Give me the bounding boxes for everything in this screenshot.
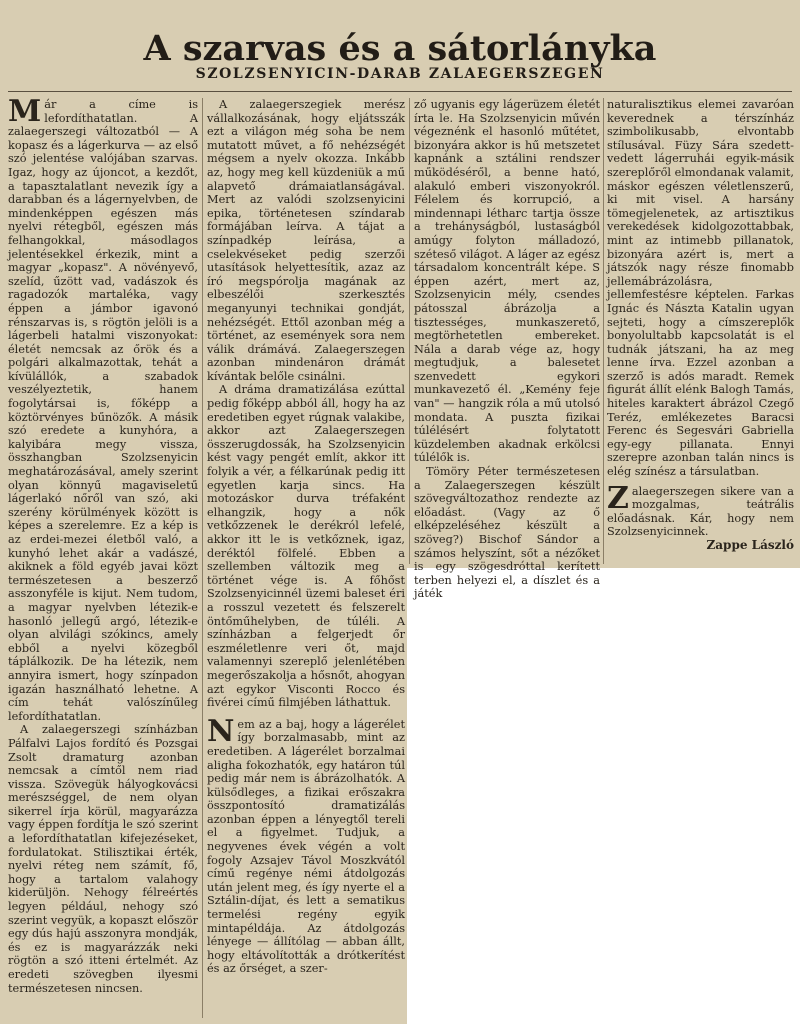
column-divider (202, 98, 203, 1018)
drop-cap: M (8, 94, 42, 129)
drop-cap: Z (607, 480, 629, 516)
paragraph: A zalaegerszegiek merész vállalkozásának, hogy eljátsszák ezt a világon még soha be nem mutatott művet, a fő nehézségét mégsem a nyelv okozza. Inkább az, hogy meg kell küzdeniük a mű alapvető drámaiatlanságával. Mert az valódi szolzsenyicini epika, történetesen színdarab formájában leírva. A tájat a színpadkép leírása, a cselekvéseket pedig szerzői utasítások helyettesítik, azaz az író megspórolja magának az elbeszélői szerkesztés meganyunyi technikai gondját, nehézségét. Ettől azonban még a történet, az események sora nem válik drámává. Zalaegerszegen azonban mindenáron drámát kívántak belőle csinálni. (207, 98, 405, 383)
column-divider (603, 98, 604, 564)
paragraph: Tömöry Péter természetesen a Zalaegerszegen készült szövegváltozathoz rendezte az előadást. (Vagy az ő elképzeléséhez készült a szöveg?) Bischof Sándor a számos helyszínt, sőt a nézőket is egy szögesdróttal kerített terben helyezi el, a díszlet és a játék (414, 465, 600, 601)
headline: A szarvas és a sátorlányka (143, 28, 657, 70)
paragraph: ző ugyanis egy lágerüzem életét írta le. Ha Szolzsenyicin művén végeznénk el hasonló műtétet, bizonyára akkor is hű metszetet kapnánk a sztálini rendszer működéséről, a benne ható, alakuló emberi viszonyokról. Félelem és korrupció, a mindennapi létharc tartja össze a trehányságból, lustaságból amúgy folyton málladozó, széteső világot. A láger az egész társadalom koncentrált képe. S éppen azért, mert az, Szolzsenyicin mély, csendes pátosszal ábrázolja a tisztességes, munkaszerető, megtörhetetlen embereket. Nála a darab vége az, hogy megtudjuk, a balesetet szenvedett egykori munkavezető él. „Kemény feje van" — hangzik róla a mű utolsó mondata. A puszta fizikai túlélésért folytatott küzdelemben akadnak erkölcsi túlélők is. (414, 98, 600, 465)
column-4 (607, 98, 794, 564)
column-divider (409, 98, 410, 564)
signature: Zappe László (706, 538, 794, 552)
paragraph: A zalaegerszegi színházban Pálfalvi Lajos fordító és Pozsgai Zsolt dramaturg azonban nemcsak a címtől nem riad vissza. Szövegük hályogkovácsi merészséggel, de nem olyan sikerrel írja körül, magyarázza vagy éppen fordítja le szó szerint a lefordíthatatlan kifejezéseket, fordulatokat. Stilisztikai érték, nyelvi réteg nem számít, fő, hogy a tartalom valahogy kiderüljön. Nehogy félreértés legyen például, nehogy szó szerint vegyük, a kopaszt először egy dús hajú asszonyra mondják, és ez is magyarázzák neki rögtön a szó itteni értelmét. Az eredeti szövegben ilyesmi természetesen nincsen. (8, 723, 198, 995)
paragraph: naturalisztikus elemei zavaróan keverednek a térszínház szimbolikusabb, elvontabb stílusával. Füzy Sára szedett-vedett lágerruhái egyik-másik szereplőről elmondanak valamit, máskor egészen véletlenszerű, ki mit visel. A harsány tömegjelenetek, az artisztikus verekedések kidolgozottabbak, mint az intimebb pillanatok, bizonyára azért is, mert a játszók nagy része finomabb jellemábrázolásra, jellemfestésre képtelen. Farkas Ignác és Nászta Katalin ugyan sejteti, hogy a címszereplők bonyolultabb kapcsolatát is el tudnák játszani, ha az meg lenne írva. Ezzel azonban a szerző is adós maradt. Remek figurát állít elénk Balogh Tamás, hiteles karaktert ábrázol Czegő Teréz, emlékezetes Baracsi Ferenc és Segesvári Gabriella egy-egy pillanata. Ennyi szerepre azonban talán nincs is elég színész a társulatban. (607, 98, 794, 479)
column-3 (414, 98, 600, 601)
paragraph: Már a címe is lefordíthatatlan. A zalaegerszegi változatból — A kopasz és a lágerkurva — az első szó jelentése valójában szarvas. Igaz, hogy az újoncot, a kezdőt, a tapasztalatlant nevezik így a darabban és a lágernyelvben, de mindenképpen egészen más nyelvi rétegből, egészen más felhangokkal, másodlagos jelentésekkel érkezik, mint a magyar „kopasz". A növényevő, szelíd, űzött vad, vadászok és ragadozók martaléka, vagy éppen a jámbor igavonó rénszarvas is, s rögtön jelöli is a lágerbeli hatalmi viszonyokat: életét nemcsak az őrök és a polgári alkalmazottak, tehát a kívülállók, a szabadok veszélyeztetik, hanem fogolytársai is, főképp a köztörvényes bűnözők. A másik szó eredete a kunyhóra, a kalyibára megy vissza, összhangban Szolzsenyicin meghatározásával, amely szerint olyan könnyű magaviseletű lágerlakó nőről van szó, aki szerény körülmények között is képes a szerelemre. Ez a kép is az erdei-mezei életből való, a kunyhó lehet akár a vadászé, akiknek a föld egyéb javai közt természetesen a beszerző asszonyféle is kijut. Nem tudom, a magyar nyelvben létezik-e hasonló jellegű argó, létezik-e olyan alvilági szókincs, amely ebből a nyelvi közegből táplálkozik. De ha létezik, nem annyira ismert, hogy színpadon igazán használható lehetne. A cím tehát valószínűleg lefordíthatatlan. (8, 94, 198, 723)
paragraph: A dráma dramatizálása ezúttal pedig főképp abból áll, hogy ha az eredetiben egyet rúgnak valakibe, akkor azt Zalaegerszegen összerugdossák, ha Szolzsenyicin kést vagy pengét említ, akkor itt folyik a vér, a félkarúnak pedig itt egyetlen karja sincs. Ha motozáskor durva tréfaként elhangzik, hogy a nők vetkőzzenek le derékról lefelé, akkor itt le is vetkőznek, igaz, deréktól fölfelé. Ebben a szellemben változik meg a történet vége is. A főhőst Szolzsenyicinnél üzemi baleset éri a rosszul vezetett és felszerelt öntőműhelyben, de túléli. A színházban a felgerjedt őr eszméletlenre veri őt, majd valamennyi szereplő jelenlétében megerőszakolja a hősnőt, ahogyan azt egykor Visconti Rocco és fivérei című filmjében láthattuk. (207, 383, 405, 710)
paragraph: Nem az a baj, hogy a lágerélet így borzalmasabb, mint az eredetiben. A lágerélet borzalmai aligha fokozhatók, egy határon túl pedig már nem is ábrázolhatók. A külsődleges, a fizikai erőszakra összpontosító dramatizálás azonban éppen a lényegtől tereli el a figyelmet. Tudjuk, a negyvenes évek végén a volt fogoly Azsajev Távol Moszkvától című regénye némi átdolgozás után jelent meg, és így nyerte el a Sztálin-díjat, és lett a sematikus termelési regény egyik mintapéldája. Az átdolgozás lényege — állítólag — abban állt, hogy eltávolították a drótkerítést és az őrséget, a szer- (207, 713, 405, 976)
paragraph: Zalaegerszegen sikere van a mozgalmas, teátrális előadásnak. Kár, hogy nem Szolzsenyicinnek. (607, 480, 794, 539)
column-1 (8, 94, 198, 1018)
subheadline: SZOLZSENYICIN-DARAB ZALAEGERSZEGEN (195, 66, 605, 82)
column-2 (207, 98, 405, 1018)
header-rule (8, 91, 792, 92)
drop-cap: N (207, 713, 235, 749)
